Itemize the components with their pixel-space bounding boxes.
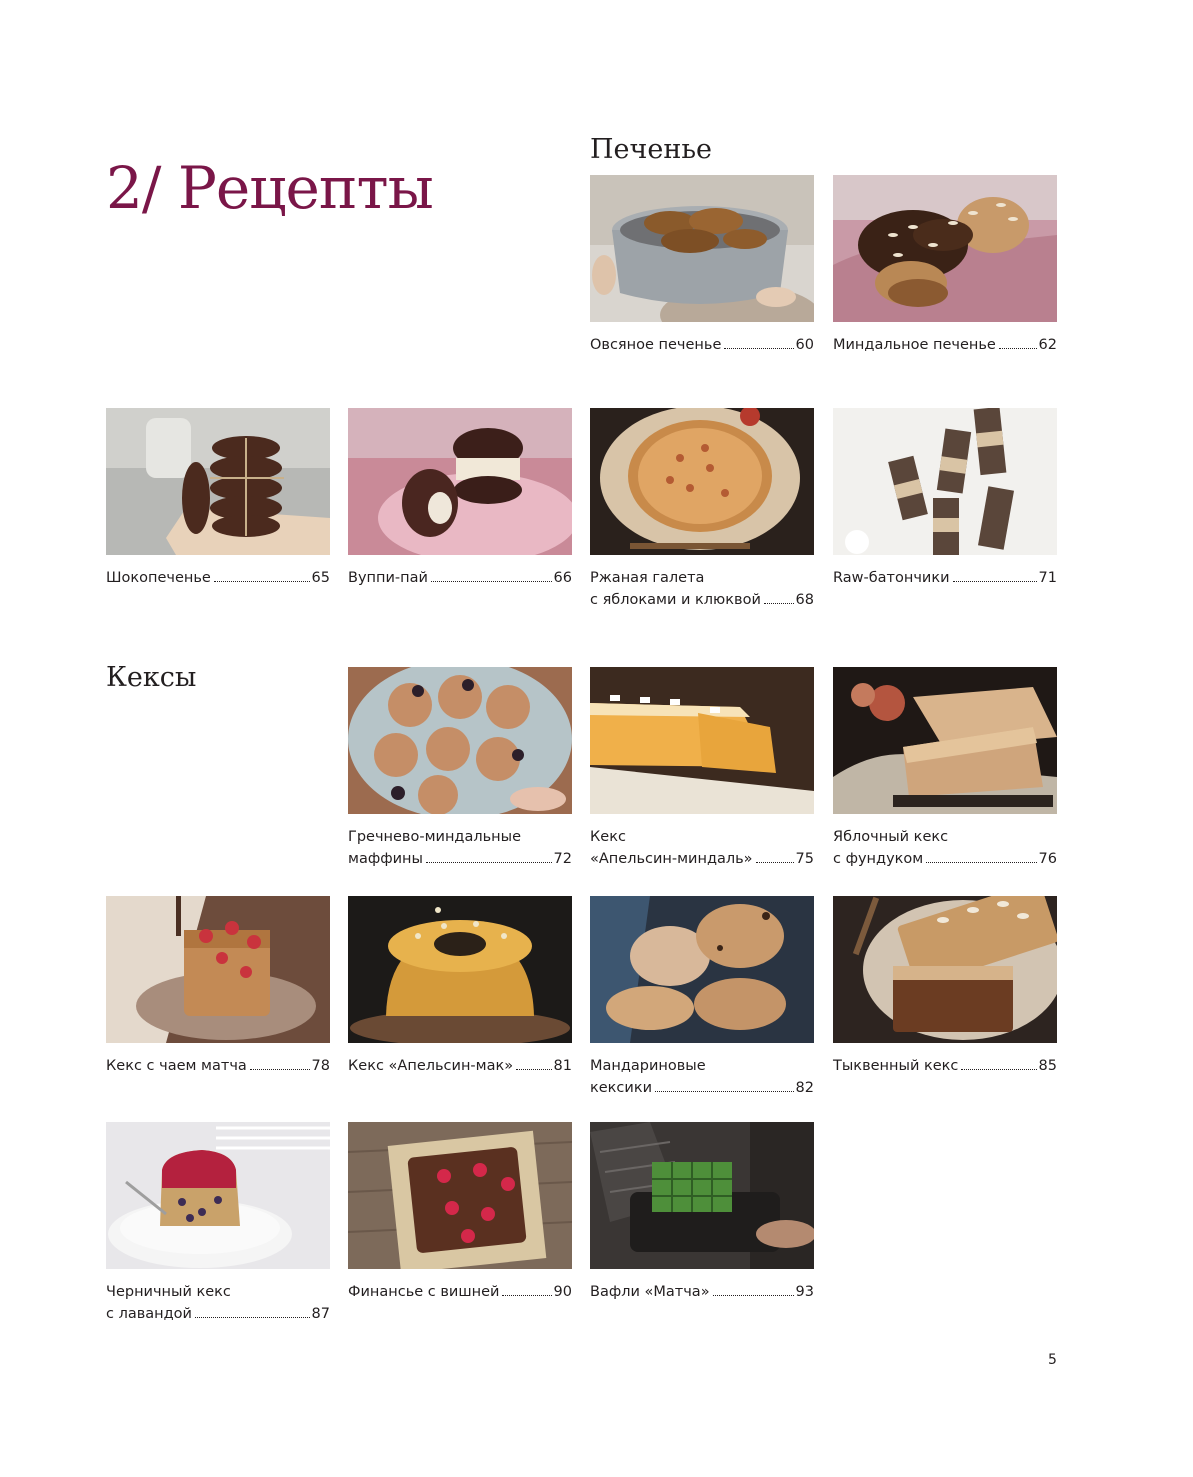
recipe-title-line1: Ржаная галета: [590, 570, 705, 586]
recipe-card-orange-poppy-cake[interactable]: [348, 896, 572, 1077]
recipe-card-rye-galette[interactable]: [590, 408, 814, 611]
recipe-page-number: 62: [1038, 337, 1057, 353]
recipe-title-line1: Яблочный кекс: [833, 829, 949, 845]
recipe-caption: [106, 567, 330, 589]
recipe-caption: [348, 826, 572, 870]
whoopie-pie-photo: [348, 408, 572, 555]
recipe-caption: [590, 334, 814, 356]
recipe-caption: [348, 567, 572, 589]
recipe-caption: [833, 1055, 1057, 1077]
recipe-card-raw-bars[interactable]: [833, 408, 1057, 589]
recipe-title: Финансье с вишней: [348, 1284, 500, 1300]
dot-leader: [953, 581, 1037, 582]
recipe-title: с яблоками и клюквой: [590, 592, 761, 608]
recipe-card-orange-almond-cake[interactable]: [590, 667, 814, 870]
recipe-title: Кекс «Апельсин-мак»: [348, 1058, 514, 1074]
recipe-title-line1: Черничный кекс: [106, 1284, 231, 1300]
matcha-waffles-photo: [590, 1122, 814, 1269]
dot-leader: [724, 348, 793, 349]
dot-leader: [502, 1295, 551, 1296]
recipe-card-matcha-waffles[interactable]: [590, 1122, 814, 1303]
dot-leader: [961, 1069, 1036, 1070]
recipe-title: с фундуком: [833, 851, 924, 867]
dot-leader: [756, 862, 794, 863]
dot-leader: [655, 1091, 794, 1092]
section-title-muffins: Кексы: [106, 662, 197, 693]
recipe-page-number: 82: [795, 1080, 814, 1096]
recipe-page-number: 78: [311, 1058, 330, 1074]
recipe-caption: [106, 1281, 330, 1325]
recipe-card-tangerine-cupcakes[interactable]: [590, 896, 814, 1099]
dot-leader: [250, 1069, 310, 1070]
recipe-caption: [348, 1055, 572, 1077]
recipe-caption: [106, 1055, 330, 1077]
dot-leader: [516, 1069, 551, 1070]
apple-hazelnut-cake-photo: [833, 667, 1057, 814]
orange-poppy-cake-photo: [348, 896, 572, 1043]
orange-almond-cake-photo: [590, 667, 814, 814]
choco-cookies-photo: [106, 408, 330, 555]
recipe-title: Вафли «Матча»: [590, 1284, 710, 1300]
recipe-page-number: 65: [311, 570, 330, 586]
recipe-caption: [590, 1055, 814, 1099]
dot-leader: [999, 348, 1037, 349]
recipe-caption: [590, 567, 814, 611]
recipe-title: Кекс с чаем матча: [106, 1058, 247, 1074]
recipe-title: «Апельсин-миндаль»: [590, 851, 753, 867]
recipe-card-whoopie-pie[interactable]: [348, 408, 572, 589]
recipe-caption: [833, 334, 1057, 356]
blueberry-lavender-cake-photo: [106, 1122, 330, 1269]
chapter-title: 2/ Рецепты: [106, 154, 433, 222]
recipe-title: маффины: [348, 851, 423, 867]
matcha-cake-photo: [106, 896, 330, 1043]
raw-bars-photo: [833, 408, 1057, 555]
recipe-card-pumpkin-cake[interactable]: [833, 896, 1057, 1077]
recipe-title-line1: Мандариновые: [590, 1058, 706, 1074]
recipe-caption: [833, 826, 1057, 870]
recipe-title: кексики: [590, 1080, 653, 1096]
oat-cookies-photo: [590, 175, 814, 322]
recipe-card-matcha-cake[interactable]: [106, 896, 330, 1077]
recipe-page-number: 75: [795, 851, 814, 867]
dot-leader: [426, 862, 552, 863]
dot-leader: [431, 581, 552, 582]
recipe-page-number: 87: [311, 1306, 330, 1322]
buckwheat-muffins-photo: [348, 667, 572, 814]
recipe-caption: [348, 1281, 572, 1303]
recipe-title: Шокопеченье: [106, 570, 211, 586]
recipe-title: Вуппи-пай: [348, 570, 428, 586]
dot-leader: [214, 581, 310, 582]
recipe-title: Миндальное печенье: [833, 337, 996, 353]
recipe-page-number: 60: [795, 337, 814, 353]
recipe-card-buckwheat-muffins[interactable]: [348, 667, 572, 870]
recipe-title-line1: Гречнево-миндальные: [348, 829, 522, 845]
recipe-title: Raw-батончики: [833, 570, 950, 586]
recipe-page-number: 71: [1038, 570, 1057, 586]
recipe-page-number: 90: [553, 1284, 572, 1300]
recipe-title-line1: Кекс: [590, 829, 626, 845]
recipe-card-blueberry-lavender-cake[interactable]: [106, 1122, 330, 1325]
section-title-cookies: Печенье: [590, 134, 713, 165]
recipe-title: с лавандой: [106, 1306, 192, 1322]
tangerine-cupcakes-photo: [590, 896, 814, 1043]
recipe-page-number: 85: [1038, 1058, 1057, 1074]
recipe-card-apple-hazelnut-cake[interactable]: [833, 667, 1057, 870]
recipe-caption: [590, 1281, 814, 1303]
recipe-card-oat-cookies[interactable]: [590, 175, 814, 356]
recipe-title: Овсяное печенье: [590, 337, 722, 353]
recipe-caption: [590, 826, 814, 870]
recipe-page-number: 76: [1038, 851, 1057, 867]
recipe-card-almond-cookies[interactable]: [833, 175, 1057, 356]
dot-leader: [764, 603, 794, 604]
recipe-page-number: 72: [553, 851, 572, 867]
dot-leader: [926, 862, 1036, 863]
cherry-financier-photo: [348, 1122, 572, 1269]
recipe-card-choco-cookies[interactable]: [106, 408, 330, 589]
dot-leader: [713, 1295, 794, 1296]
recipe-caption: [833, 567, 1057, 589]
almond-cookies-photo: [833, 175, 1057, 322]
page-number: 5: [1048, 1352, 1057, 1368]
recipe-page-number: 93: [795, 1284, 814, 1300]
rye-galette-photo: [590, 408, 814, 555]
pumpkin-cake-photo: [833, 896, 1057, 1043]
recipe-page-number: 68: [795, 592, 814, 608]
dot-leader: [195, 1317, 310, 1318]
recipe-card-cherry-financier[interactable]: [348, 1122, 572, 1303]
recipe-page-number: 66: [553, 570, 572, 586]
recipe-title: Тыквенный кекс: [833, 1058, 959, 1074]
recipe-page-number: 81: [553, 1058, 572, 1074]
